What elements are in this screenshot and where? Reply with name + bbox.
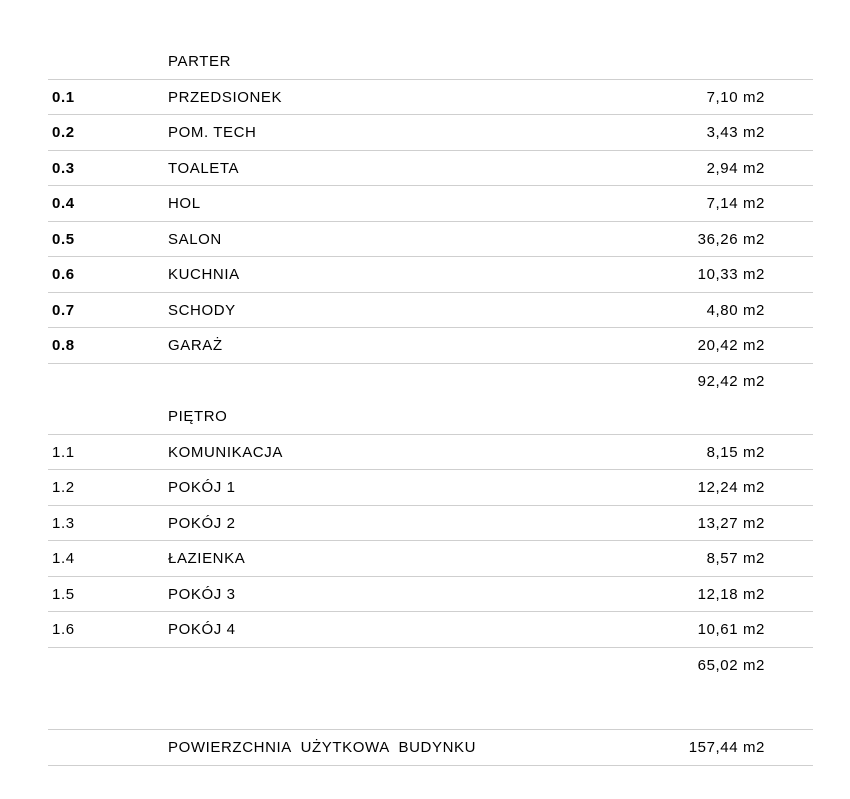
room-name: POKÓJ 1: [168, 479, 236, 496]
room-name: PRZEDSIONEK: [168, 88, 283, 106]
table-row: [48, 115, 813, 151]
table-row: [48, 151, 813, 187]
room-name: SCHODY: [168, 301, 236, 319]
room-number: 1.3: [52, 514, 75, 532]
table-row: [48, 257, 813, 293]
section-heading-pietro: [48, 399, 813, 435]
total-label: POWIERZCHNIA UŻYTKOWA BUDYNKU: [168, 739, 477, 756]
room-name: POKÓJ 3: [168, 585, 236, 603]
room-number: 1.4: [52, 550, 75, 567]
total-row: [48, 730, 813, 766]
room-area: 4,80 m2: [706, 301, 765, 319]
room-name: ŁAZIENKA: [168, 550, 246, 567]
table-row: [48, 80, 813, 116]
room-name: SALON: [168, 230, 222, 248]
room-number: 1.1: [52, 443, 75, 461]
table-row: [48, 577, 813, 613]
room-name: GARAŻ: [168, 337, 223, 354]
room-number: 0.7: [52, 301, 75, 319]
section-heading-label: PARTER: [168, 53, 232, 70]
section-heading-parter: [48, 44, 813, 80]
room-area: 8,57 m2: [706, 550, 765, 567]
room-area: 2,94 m2: [706, 159, 765, 177]
room-area: 7,14 m2: [706, 195, 765, 212]
table-row: [48, 612, 813, 648]
room-area: 12,18 m2: [697, 585, 765, 603]
room-area: 8,15 m2: [706, 443, 765, 461]
subtotal-area: 65,02 m2: [697, 656, 765, 674]
room-name: KOMUNIKACJA: [168, 443, 283, 461]
room-number: 0.6: [52, 266, 75, 283]
room-number: 0.8: [52, 337, 75, 354]
table-row: [48, 328, 813, 364]
table-row: [48, 470, 813, 506]
table-row: [48, 186, 813, 222]
room-number: 1.6: [52, 621, 75, 638]
section-heading-label: PIĘTRO: [168, 408, 228, 425]
table-row: [48, 541, 813, 577]
room-number: 0.2: [52, 124, 75, 141]
room-number: 0.5: [52, 230, 75, 248]
room-area: 10,61 m2: [697, 621, 765, 638]
total-area: 157,44 m2: [688, 739, 765, 756]
room-area: 3,43 m2: [706, 124, 765, 141]
table-row: [48, 506, 813, 542]
area-schedule-table: [48, 44, 813, 766]
room-name: TOALETA: [168, 159, 240, 177]
room-number: 1.5: [52, 585, 75, 603]
room-area: 36,26 m2: [697, 230, 765, 248]
room-name: HOL: [168, 195, 201, 212]
table-row: [48, 222, 813, 258]
room-name: POM. TECH: [168, 124, 257, 141]
room-area: 7,10 m2: [706, 88, 765, 106]
room-area: 10,33 m2: [697, 266, 765, 283]
room-name: POKÓJ 2: [168, 514, 236, 532]
room-number: 0.4: [52, 195, 75, 212]
table-row: [48, 293, 813, 329]
room-number: 0.1: [52, 88, 75, 106]
room-name: POKÓJ 4: [168, 621, 236, 638]
subtotal-row-pietro: [48, 648, 813, 684]
room-area: 13,27 m2: [697, 514, 765, 532]
table-row: [48, 435, 813, 471]
room-number: 0.3: [52, 159, 75, 177]
room-name: KUCHNIA: [168, 266, 240, 283]
spacer-row: [48, 683, 813, 730]
subtotal-row-parter: [48, 364, 813, 400]
subtotal-area: 92,42 m2: [697, 372, 765, 390]
room-number: 1.2: [52, 479, 75, 496]
room-area: 20,42 m2: [697, 337, 765, 354]
room-area: 12,24 m2: [697, 479, 765, 496]
